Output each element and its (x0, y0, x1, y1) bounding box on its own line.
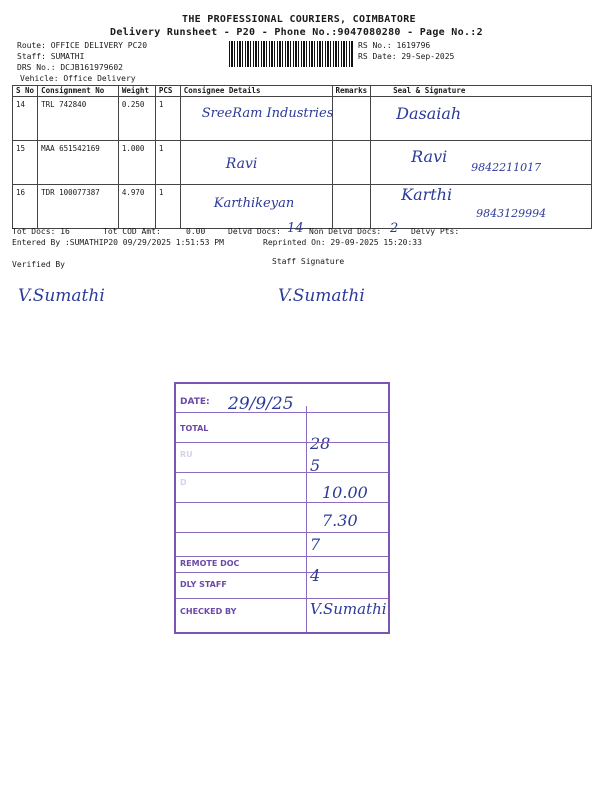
stamp-value: 7 (310, 535, 321, 554)
stamp-value: 28 (310, 434, 331, 453)
table-row (13, 141, 592, 185)
row-sno: 16 (13, 185, 38, 229)
row-weight: 0.250 (118, 97, 155, 141)
delivery-points-label: Delvy Pts: (411, 227, 460, 236)
stamp-row (176, 442, 388, 443)
row-consignment: TDR 100077387 (38, 185, 119, 229)
reprinted-on: Reprinted On: 29-09-2025 15:20:33 (263, 238, 422, 247)
stamp-label: TOTAL (180, 424, 209, 433)
signature-handwriting: Ravi (411, 147, 448, 166)
rs-number: RS No.: 1619796 (358, 41, 431, 50)
signature-handwriting: Dasaiah (396, 104, 462, 123)
route-text: Route: OFFICE DELIVERY PC20 (17, 41, 148, 50)
table-header-row (13, 86, 592, 97)
row-consignee-cell (180, 141, 332, 185)
stamp-value: 7.30 (322, 511, 358, 530)
row-remarks (332, 185, 371, 229)
col-sno: S No (13, 86, 38, 97)
stamp-value: 5 (310, 456, 321, 475)
cod-value: 0.00 (186, 227, 206, 236)
non-delivered-label: Non Delvd Docs: (309, 227, 382, 236)
col-seal: Seal & Signature (371, 86, 592, 97)
entered-by: Entered By :SUMATHIP20 09/29/2025 1:51:53 PM (12, 238, 224, 247)
row-consignee-cell (180, 97, 332, 141)
delivered-count: 14 (287, 221, 304, 236)
phone-handwriting: 9842211017 (471, 161, 542, 174)
row-seal-cell (371, 141, 592, 185)
row-pcs: 1 (155, 141, 180, 185)
col-pcs: PCS (155, 86, 180, 97)
staff-text: Staff: SUMATHI (17, 52, 85, 61)
row-pcs: 1 (155, 185, 180, 229)
col-weight: Weight (118, 86, 155, 97)
stamp-row (176, 532, 388, 533)
row-pcs: 1 (155, 97, 180, 141)
company-name: THE PROFESSIONAL COURIERS, COIMBATORE (182, 14, 416, 25)
vehicle-text: Vehicle: Office Delivery (20, 74, 136, 83)
stamp-label: DLY STAFF (180, 580, 227, 589)
row-consignee-cell (180, 185, 332, 229)
cod-label: Tot COD Amt: (103, 227, 161, 236)
stamp-row (176, 412, 388, 413)
verified-signature: V.Sumathi (18, 286, 105, 306)
verified-by-label: Verified By (12, 260, 65, 269)
total-docs: Tot Docs: 16 (12, 227, 70, 236)
delivery-stamp (174, 382, 390, 634)
non-delivered-count: 2 (390, 221, 399, 236)
barcode-image (229, 41, 354, 67)
consignee-handwriting: Ravi (225, 156, 258, 172)
row-remarks (332, 97, 371, 141)
stamp-row (176, 572, 388, 573)
staff-signature-label: Staff Signature (272, 257, 345, 266)
rs-date: RS Date: 29-Sep-2025 (358, 52, 455, 61)
stamp-row (176, 472, 388, 473)
consignee-handwriting: Karthikeyan (213, 196, 295, 211)
staff-signature: V.Sumathi (278, 286, 365, 306)
stamp-date-label: DATE: (180, 397, 210, 407)
stamp-row (176, 598, 388, 599)
signature-handwriting: Karthi (401, 185, 453, 204)
stamp-row (176, 502, 388, 503)
row-seal-cell (371, 185, 592, 229)
row-consignment: TRL 742840 (38, 97, 119, 141)
runsheet-subtitle: Delivery Runsheet - P20 - Phone No.:9047080280 - Page No.:2 (110, 27, 483, 38)
drs-number: DRS No.: DCJB161979602 (17, 63, 123, 72)
stamp-value: 4 (310, 566, 321, 585)
col-remarks: Remarks (332, 86, 371, 97)
consignee-handwriting: SreeRam Industries (201, 106, 334, 121)
stamp-date-value: 29/9/25 (228, 394, 294, 414)
runsheet-table (12, 85, 592, 229)
stamp-value: 10.00 (322, 483, 368, 502)
table-row (13, 97, 592, 141)
row-seal-cell (371, 97, 592, 141)
stamp-signature: V.Sumathi (310, 600, 387, 618)
delivered-label: Delvd Docs: (228, 227, 281, 236)
stamp-row (176, 556, 388, 557)
stamp-label: RU (180, 450, 193, 459)
stamp-label: REMOTE DOC (180, 559, 240, 568)
row-sno: 15 (13, 141, 38, 185)
col-consignee: Consignee Details (180, 86, 332, 97)
row-weight: 1.000 (118, 141, 155, 185)
row-remarks (332, 141, 371, 185)
row-weight: 4.970 (118, 185, 155, 229)
phone-handwriting: 9843129994 (476, 207, 547, 220)
col-consignment: Consignment No (38, 86, 119, 97)
stamp-label: D (180, 478, 187, 487)
row-sno: 14 (13, 97, 38, 141)
row-consignment: MAA 651542169 (38, 141, 119, 185)
stamp-label: CHECKED BY (180, 607, 237, 616)
